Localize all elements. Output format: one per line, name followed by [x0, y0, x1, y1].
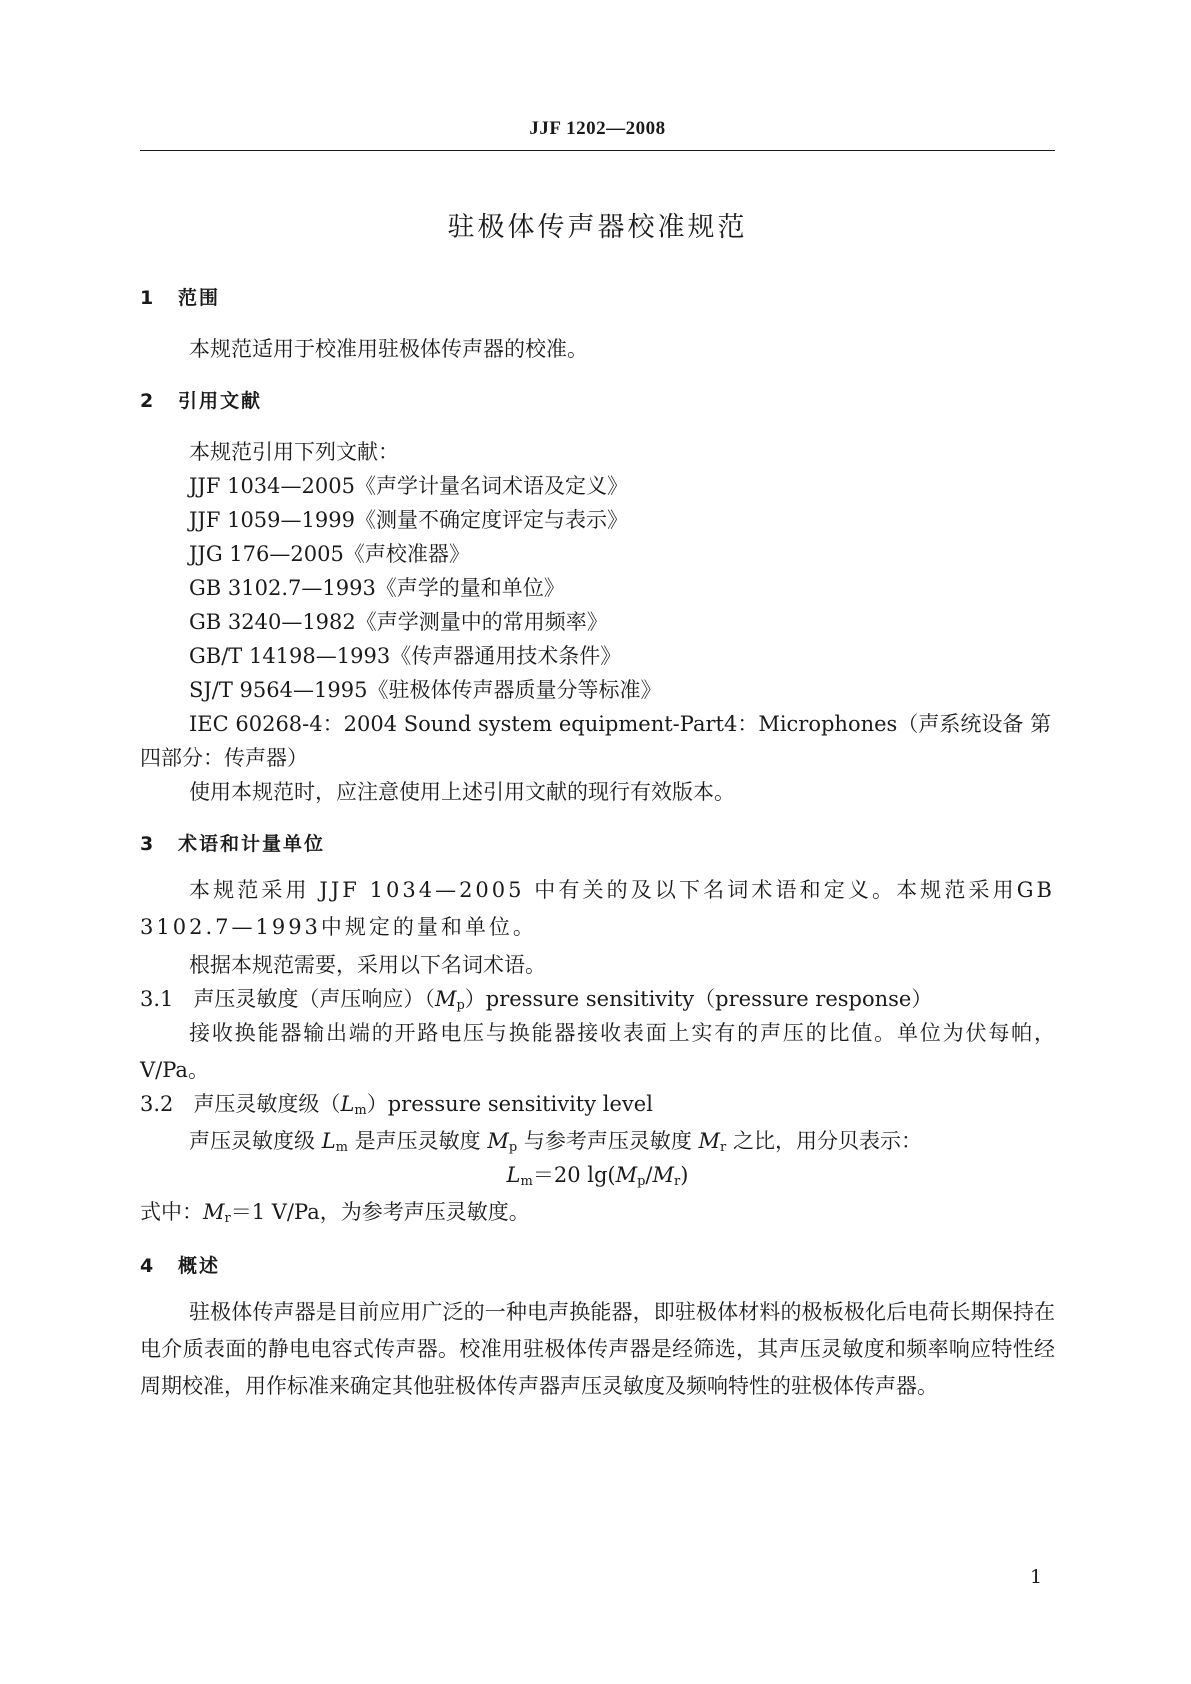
- definition-text: 与参考声压灵敏度: [517, 1129, 699, 1153]
- reference-item-iec-line2: 四部分：传声器）: [140, 746, 308, 770]
- section-3-para1: 本规范采用 JJF 1034—2005 中有关的及以下名词术语和定义。本规范采用GB 3102.7—1993中规定的量和单位。: [140, 878, 1055, 939]
- section-title: 术语和计量单位: [178, 833, 326, 855]
- symbol-subscript: p: [508, 1140, 518, 1155]
- symbol-subscript: m: [520, 1174, 533, 1189]
- formula: [140, 1159, 1055, 1189]
- section-2-heading: [140, 386, 262, 413]
- term-3-2-heading: [140, 1088, 653, 1118]
- term-name: 声压灵敏度（声压响应）（: [193, 987, 435, 1011]
- section-3-para2: 根据本规范需要，采用以下名词术语。: [189, 953, 546, 977]
- section-1-heading: [140, 283, 220, 310]
- reference-item: SJ/T 9564—1995《驻极体传声器质量分等标准》: [189, 678, 662, 702]
- document-title: 驻极体传声器校准规范: [447, 212, 748, 243]
- term-number: 3.1: [140, 987, 174, 1011]
- reference-item: GB/T 14198—1993《传声器通用技术条件》: [189, 644, 622, 668]
- symbol-subscript: p: [456, 998, 465, 1013]
- section-4-heading: [140, 1251, 220, 1278]
- symbol-M: M: [487, 1129, 509, 1153]
- symbol-subscript: r: [224, 1211, 231, 1226]
- reference-item: GB 3240—1982《声学测量中的常用频率》: [189, 610, 608, 634]
- term-name: 声压灵敏度级（: [193, 1092, 341, 1116]
- term-number: 3.2: [140, 1092, 174, 1116]
- section-title: 范围: [178, 287, 221, 309]
- section-number: 4: [140, 1255, 154, 1277]
- term-english: ）pressure sensitivity（pressure response）: [464, 987, 933, 1011]
- term-3-2-definition: [189, 1125, 922, 1155]
- section-number: 1: [140, 287, 154, 309]
- section-title: 概述: [178, 1255, 221, 1277]
- reference-item: GB 3102.7—1993《声学的量和单位》: [189, 576, 565, 600]
- symbol-subscript: p: [637, 1174, 646, 1189]
- definition-text: 之比，用分贝表示：: [726, 1129, 922, 1153]
- formula-text: ＝20 lg(: [532, 1163, 616, 1187]
- section-3-heading: [140, 829, 325, 856]
- reference-item: JJG 176—2005《声校准器》: [189, 542, 470, 566]
- term-3-1-definition: 接收换能器输出端的开路电压与换能器接收表面上实有的声压的比值。单位为伏每帕，V/Pa。: [140, 1021, 1055, 1082]
- symbol-M: M: [434, 987, 457, 1011]
- references-note: 使用本规范时，应注意使用上述引用文献的现行有效版本。: [189, 780, 735, 804]
- symbol-subscript: m: [354, 1103, 367, 1118]
- page-number: 1: [1030, 1566, 1043, 1588]
- references-intro: 本规范引用下列文献：: [189, 440, 399, 464]
- standard-code-header: JJF 1202—2008: [529, 118, 666, 139]
- symbol-M: M: [698, 1129, 721, 1153]
- symbol-subscript: r: [674, 1174, 681, 1189]
- symbol-M: M: [652, 1163, 675, 1187]
- header-rule: [140, 150, 1055, 151]
- section-title: 引用文献: [178, 390, 263, 412]
- formula-where: [140, 1196, 530, 1226]
- section-1-body: 本规范适用于校准用驻极体传声器的校准。: [189, 337, 588, 361]
- where-text: ＝1 V/Pa，为参考声压灵敏度。: [230, 1200, 530, 1224]
- section-4-body: 驻极体传声器是目前应用广泛的一种电声换能器，即驻极体材料的极板极化后电荷长期保持在电介质表面的静电电容式传声器。校准用驻极体传声器是经筛选，其声压灵敏度和频率响应特性经周期校准，用作标准来确定其他驻极体传声器声压灵敏度及频响特性的驻极体传声器。: [140, 1300, 1055, 1398]
- term-3-1-heading: [140, 983, 932, 1013]
- symbol-M: M: [615, 1163, 638, 1187]
- reference-item-iec-line1: IEC 60268-4：2004 Sound system equipment-Part4：Microphones（声系统设备 第: [189, 712, 1051, 736]
- definition-text: 声压灵敏度级: [189, 1129, 322, 1153]
- symbol-L: L: [340, 1092, 355, 1116]
- symbol-L: L: [321, 1129, 336, 1153]
- definition-text: 是声压灵敏度: [347, 1129, 488, 1153]
- reference-item: JJF 1034—2005《声学计量名词术语及定义》: [189, 474, 628, 498]
- symbol-M: M: [203, 1200, 225, 1224]
- symbol-L: L: [506, 1163, 521, 1187]
- reference-item: JJF 1059—1999《测量不确定度评定与表示》: [189, 508, 628, 532]
- section-number: 3: [140, 833, 154, 855]
- where-text: 式中：: [140, 1200, 203, 1224]
- formula-text: /: [645, 1163, 653, 1187]
- term-english: ）pressure sensitivity level: [366, 1092, 653, 1116]
- symbol-subscript: m: [335, 1140, 348, 1155]
- formula-text: ): [680, 1163, 689, 1187]
- section-number: 2: [140, 390, 154, 412]
- symbol-subscript: r: [720, 1140, 727, 1155]
